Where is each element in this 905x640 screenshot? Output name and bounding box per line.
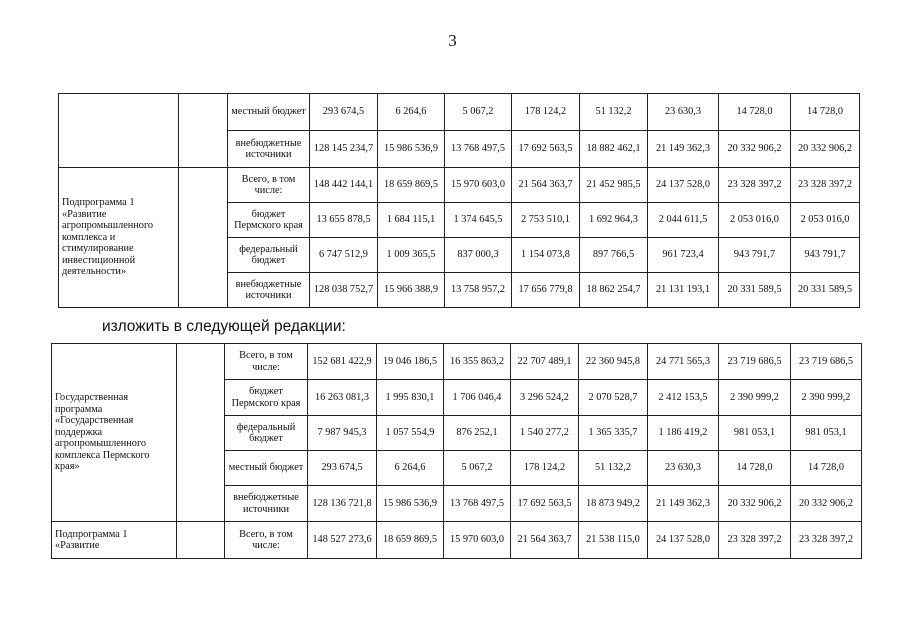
funding-source-cell: Всего, в том числе: xyxy=(225,344,308,380)
value-cell: 1 684 115,1 xyxy=(378,203,445,238)
funding-source-cell: федеральный бюджет xyxy=(228,238,310,273)
value-cell: 23 719 686,5 xyxy=(791,344,862,380)
value-cell: 6 264,6 xyxy=(377,451,444,486)
value-cell: 15 986 536,9 xyxy=(377,486,444,522)
value-cell: 1 374 645,5 xyxy=(445,203,512,238)
funding-source-cell: внебюджетные источники xyxy=(228,131,310,168)
value-cell: 21 452 985,5 xyxy=(580,168,648,203)
value-cell: 2 070 528,7 xyxy=(579,380,648,416)
funding-source-cell: Всего, в том числе: xyxy=(228,168,310,203)
value-cell: 5 067,2 xyxy=(445,94,512,131)
funding-source-cell: внебюджетные источники xyxy=(225,486,308,522)
value-cell: 17 656 779,8 xyxy=(512,273,580,308)
empty-column-cell xyxy=(177,522,225,559)
value-cell: 178 124,2 xyxy=(511,451,579,486)
value-cell: 15 970 603,0 xyxy=(445,168,512,203)
value-cell: 128 145 234,7 xyxy=(310,131,378,168)
value-cell: 21 538 115,0 xyxy=(579,522,648,559)
value-cell: 20 332 906,2 xyxy=(719,486,791,522)
value-cell: 2 753 510,1 xyxy=(512,203,580,238)
value-cell: 23 328 397,2 xyxy=(791,168,860,203)
value-cell: 128 038 752,7 xyxy=(310,273,378,308)
value-cell: 1 706 046,4 xyxy=(444,380,511,416)
value-cell: 981 053,1 xyxy=(719,416,791,451)
value-cell: 961 723,4 xyxy=(648,238,719,273)
value-cell: 21 149 362,3 xyxy=(648,131,719,168)
value-cell: 20 332 906,2 xyxy=(719,131,791,168)
value-cell: 15 966 388,9 xyxy=(378,273,445,308)
value-cell: 18 862 254,7 xyxy=(580,273,648,308)
value-cell: 13 768 497,5 xyxy=(444,486,511,522)
value-cell: 21 564 363,7 xyxy=(511,522,579,559)
value-cell: 23 328 397,2 xyxy=(791,522,862,559)
value-cell: 24 771 565,3 xyxy=(648,344,719,380)
value-cell: 16 263 081,3 xyxy=(308,380,377,416)
funding-source-cell: бюджет Пермского края xyxy=(225,380,308,416)
page-number: 3 xyxy=(448,31,457,50)
value-cell: 148 527 273,6 xyxy=(308,522,377,559)
funding-source-cell: бюджет Пермского края xyxy=(228,203,310,238)
value-cell: 14 728,0 xyxy=(719,451,791,486)
budget-table-bottom xyxy=(51,343,862,559)
value-cell: 51 132,2 xyxy=(579,451,648,486)
empty-column-cell xyxy=(179,94,228,168)
value-cell: 20 331 589,5 xyxy=(719,273,791,308)
value-cell: 1 365 335,7 xyxy=(579,416,648,451)
value-cell: 18 659 869,5 xyxy=(377,522,444,559)
value-cell: 23 630,3 xyxy=(648,94,719,131)
value-cell: 24 137 528,0 xyxy=(648,522,719,559)
value-cell: 837 000,3 xyxy=(445,238,512,273)
empty-column-cell xyxy=(179,168,228,308)
value-cell: 5 067,2 xyxy=(444,451,511,486)
value-cell: 178 124,2 xyxy=(512,94,580,131)
empty-column-cell xyxy=(177,344,225,522)
value-cell: 293 674,5 xyxy=(308,451,377,486)
value-cell: 2 053 016,0 xyxy=(719,203,791,238)
value-cell: 2 044 611,5 xyxy=(648,203,719,238)
value-cell: 23 719 686,5 xyxy=(719,344,791,380)
table-row xyxy=(52,344,862,380)
value-cell: 18 882 462,1 xyxy=(580,131,648,168)
value-cell: 2 412 153,5 xyxy=(648,380,719,416)
funding-source-cell: местный бюджет xyxy=(225,451,308,486)
value-cell: 17 692 563,5 xyxy=(512,131,580,168)
program-name-cell: Государственная программа «Государственная поддержка агропромышленного комплекса Пермского края» xyxy=(52,344,177,522)
table-row xyxy=(52,522,862,559)
value-cell: 1 692 964,3 xyxy=(580,203,648,238)
value-cell: 897 766,5 xyxy=(580,238,648,273)
program-name-cell: Подпрограмма 1 «Развитие xyxy=(52,522,177,559)
value-cell: 20 332 906,2 xyxy=(791,486,862,522)
value-cell: 21 564 363,7 xyxy=(512,168,580,203)
value-cell: 293 674,5 xyxy=(310,94,378,131)
value-cell: 2 053 016,0 xyxy=(791,203,860,238)
value-cell: 22 707 489,1 xyxy=(511,344,579,380)
table-row xyxy=(59,94,860,131)
value-cell: 23 630,3 xyxy=(648,451,719,486)
table-row xyxy=(59,168,860,203)
value-cell: 14 728,0 xyxy=(791,451,862,486)
budget-table-top xyxy=(58,93,860,308)
funding-source-cell: местный бюджет xyxy=(228,94,310,131)
value-cell: 13 758 957,2 xyxy=(445,273,512,308)
value-cell: 19 046 186,5 xyxy=(377,344,444,380)
program-name-cell xyxy=(59,94,179,168)
value-cell: 22 360 945,8 xyxy=(579,344,648,380)
program-name-cell: Подпрограмма 1 «Развитие агропромышленного комплекса и стимулирование инвестиционной деятельности» xyxy=(59,168,179,308)
value-cell: 23 328 397,2 xyxy=(719,168,791,203)
value-cell: 981 053,1 xyxy=(791,416,862,451)
value-cell: 1 540 277,2 xyxy=(511,416,579,451)
value-cell: 21 149 362,3 xyxy=(648,486,719,522)
value-cell: 23 328 397,2 xyxy=(719,522,791,559)
value-cell: 1 009 365,5 xyxy=(378,238,445,273)
value-cell: 51 132,2 xyxy=(580,94,648,131)
value-cell: 1 057 554,9 xyxy=(377,416,444,451)
value-cell: 15 986 536,9 xyxy=(378,131,445,168)
value-cell: 20 331 589,5 xyxy=(791,273,860,308)
value-cell: 18 873 949,2 xyxy=(579,486,648,522)
funding-source-cell: федеральный бюджет xyxy=(225,416,308,451)
value-cell: 15 970 603,0 xyxy=(444,522,511,559)
value-cell: 1 186 419,2 xyxy=(648,416,719,451)
value-cell: 6 264,6 xyxy=(378,94,445,131)
value-cell: 24 137 528,0 xyxy=(648,168,719,203)
value-cell: 128 136 721,8 xyxy=(308,486,377,522)
value-cell: 20 332 906,2 xyxy=(791,131,860,168)
value-cell: 1 154 073,8 xyxy=(512,238,580,273)
value-cell: 1 995 830,1 xyxy=(377,380,444,416)
value-cell: 943 791,7 xyxy=(791,238,860,273)
value-cell: 148 442 144,1 xyxy=(310,168,378,203)
value-cell: 13 655 878,5 xyxy=(310,203,378,238)
value-cell: 2 390 999,2 xyxy=(719,380,791,416)
value-cell: 3 296 524,2 xyxy=(511,380,579,416)
value-cell: 18 659 869,5 xyxy=(378,168,445,203)
value-cell: 876 252,1 xyxy=(444,416,511,451)
value-cell: 16 355 863,2 xyxy=(444,344,511,380)
value-cell: 943 791,7 xyxy=(719,238,791,273)
funding-source-cell: Всего, в том числе: xyxy=(225,522,308,559)
value-cell: 17 692 563,5 xyxy=(511,486,579,522)
value-cell: 7 987 945,3 xyxy=(308,416,377,451)
value-cell: 152 681 422,9 xyxy=(308,344,377,380)
value-cell: 14 728,0 xyxy=(719,94,791,131)
value-cell: 14 728,0 xyxy=(791,94,860,131)
value-cell: 13 768 497,5 xyxy=(445,131,512,168)
value-cell: 21 131 193,1 xyxy=(648,273,719,308)
funding-source-cell: внебюджетные источники xyxy=(228,273,310,308)
value-cell: 2 390 999,2 xyxy=(791,380,862,416)
value-cell: 6 747 512,9 xyxy=(310,238,378,273)
section-heading: изложить в следующей редакции: xyxy=(102,318,346,335)
